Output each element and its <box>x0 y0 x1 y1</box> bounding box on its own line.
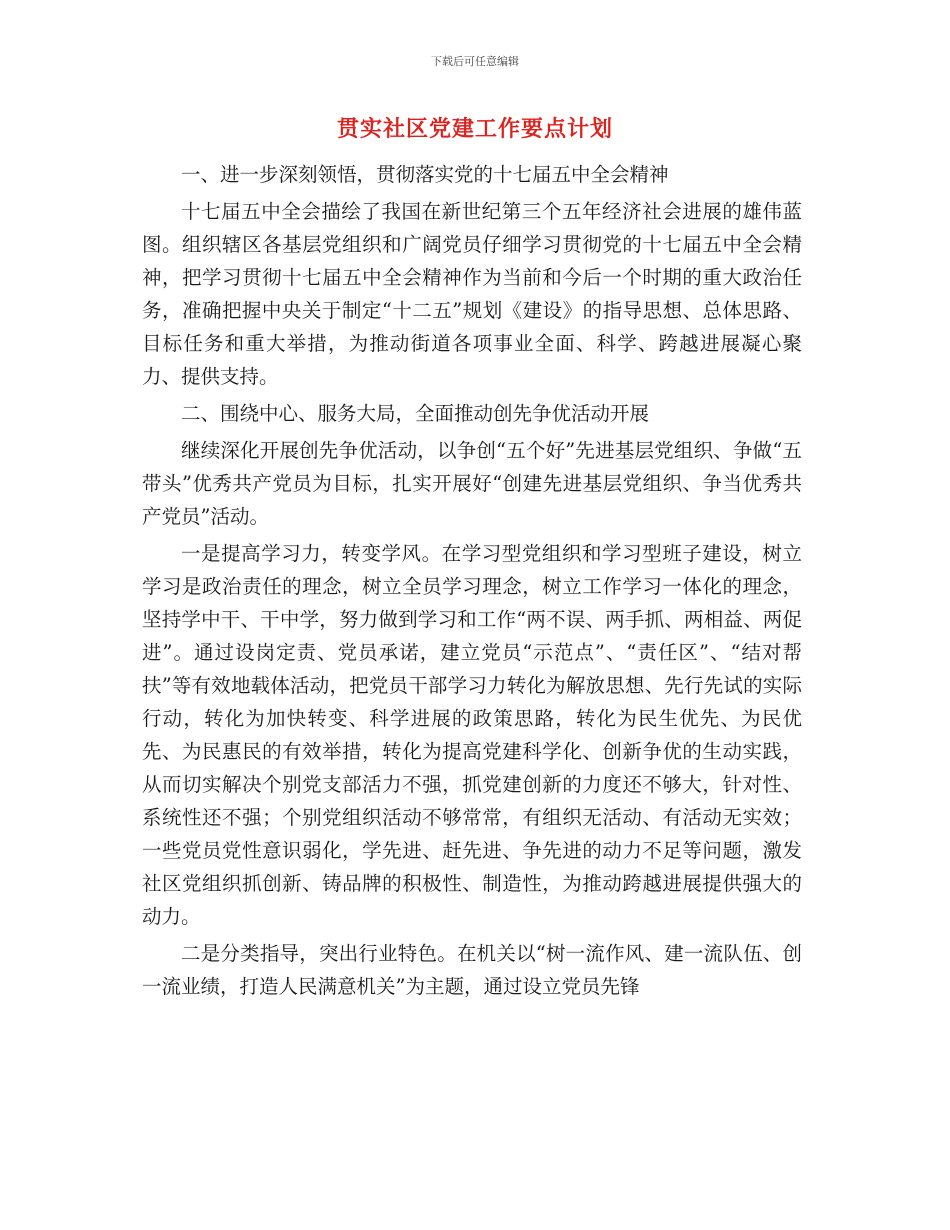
document-title: 贯实社区党建工作要点计划 <box>336 117 613 142</box>
section-heading-2: 二、围绕中心、服务大局，全面推动创先争优活动开展 <box>181 402 650 425</box>
section-heading-1: 一、进一步深刻领悟，贯彻落实党的十七届五中全会精神 <box>181 163 669 186</box>
paragraph: 继续深化开展创先争优活动，以争创“五个好”先进基层党组织、争做“五带头”优秀共产党员为目标，扎实开展好“创建先进基层党组织、争当优秀共产党员”活动。 <box>142 439 802 528</box>
paragraph: 二是分类指导，突出行业特色。在机关以“树一流作风、建一流队伍、创一流业绩，打造人民满意机关”为主题，通过设立党员先锋 <box>142 942 802 998</box>
header-note: 下载后可任意编辑 <box>431 55 519 68</box>
paragraph: 十七届五中全会描绘了我国在新世纪第三个五年经济社会进展的雄伟蓝图。组织辖区各基层党组织和广阔党员仔细学习贯彻党的十七届五中全会精神，把学习贯彻十七届五中全会精神作为当前和今后一个时期的重大政治任务，准确把握中央关于制定“十二五”规划《建设》的指导思想、总体思路、目标任务和重大举措，为推动街道各项事业全面、科学、跨越进展凝心聚力、提供支持。 <box>142 200 802 388</box>
paragraph: 一是提高学习力，转变学风。在学习型党组织和学习型班子建设，树立学习是政治责任的理念，树立全员学习理念，树立工作学习一体化的理念，坚持学中干、干中学，努力做到学习和工作“两不误、两手抓、两相益、两促进”。通过设岗定责、党员承诺，建立党员“示范点”、“责任区”、“结对帮扶”等有效地载体活动，把党员干部学习力转化为解放思想、先行先试的实际行动，转化为加快转变、科学进展的政策思路，转化为民生优先、为民优先、为民惠民的有效举措，转化为提高党建科学化、创新争优的生动实践，从而切实解决个别党支部活力不强，抓党建创新的力度还不够大，针对性、系统性还不强；个别党组织活动不够常常，有组织无活动、有活动无实效；一些党员党性意识弱化，学先进、赶先进、争先进的动力不足等问题，激发社区党组织抓创新、铸品牌的积极性、制造性，为推动跨越进展提供强大的动力。 <box>142 542 802 928</box>
document-body <box>142 158 802 1007</box>
